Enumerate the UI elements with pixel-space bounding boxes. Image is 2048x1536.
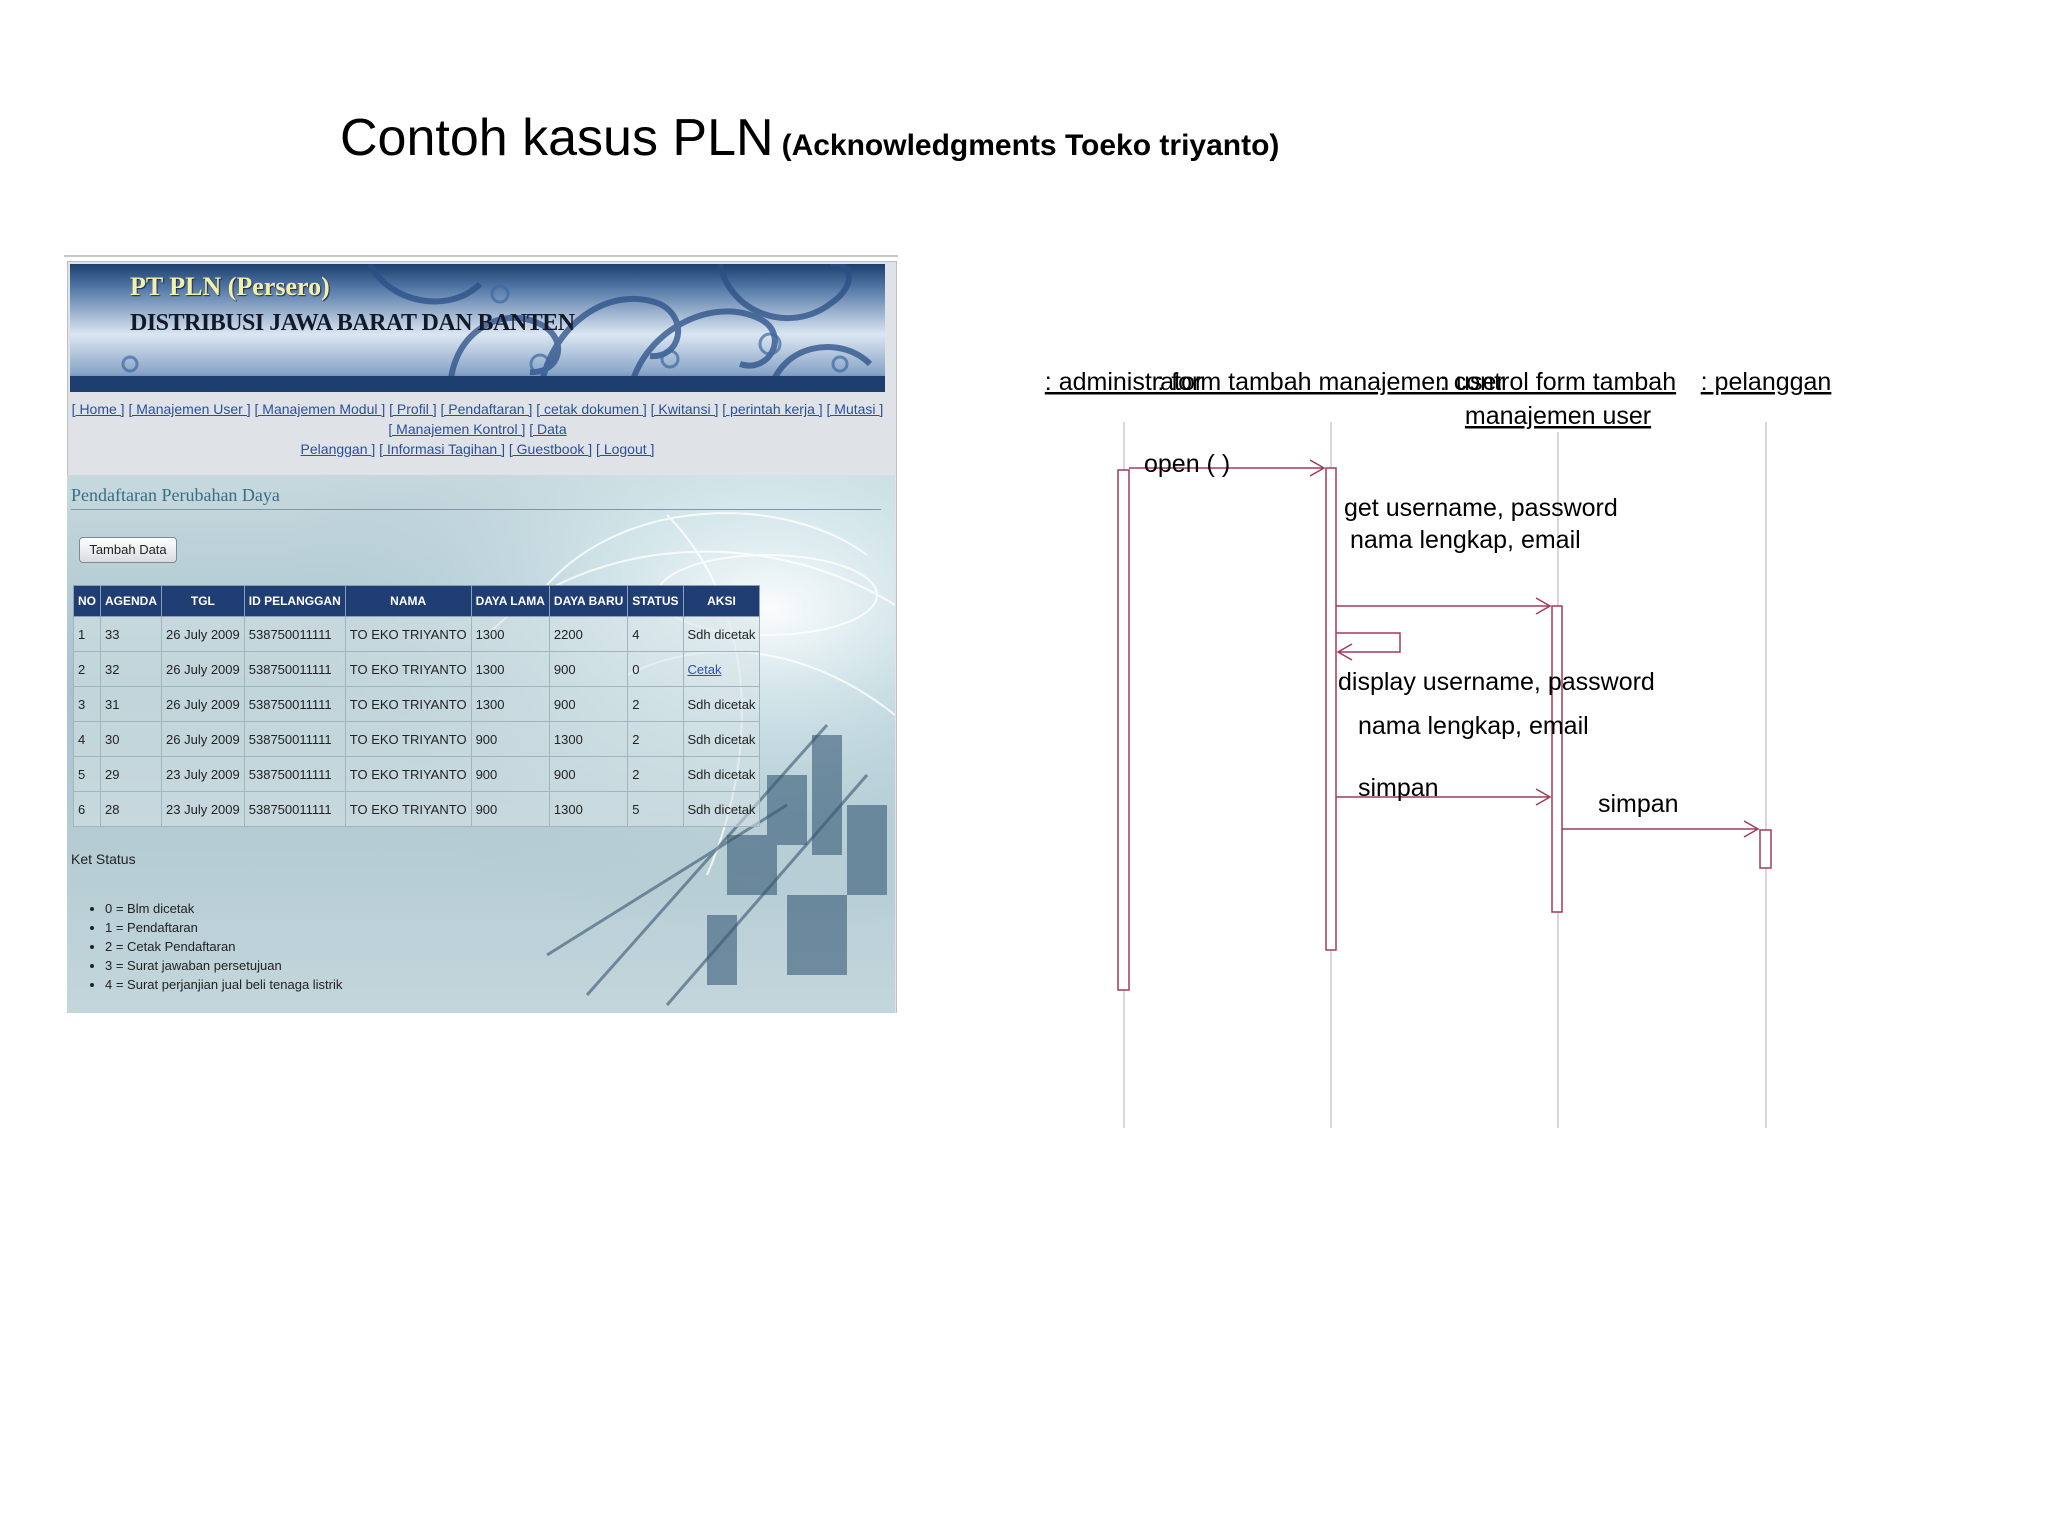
cell-nama: TO EKO TRIYANTO (345, 722, 471, 757)
company-name: PT PLN (Persero) (130, 272, 330, 301)
cell-nama: TO EKO TRIYANTO (345, 792, 471, 827)
slide-title-main: Contoh kasus PLN (340, 109, 774, 167)
cell-id-pelanggan: 538750011111 (244, 617, 345, 652)
nav-kwitansi[interactable]: [ Kwitansi ] (650, 401, 719, 417)
message-open-label: open ( ) (1144, 450, 1231, 478)
cell-agenda: 32 (101, 652, 162, 687)
nav-manajemen-modul[interactable]: [ Manajemen Modul ] (254, 401, 386, 417)
nav-logout[interactable]: [ Logout ] (596, 441, 655, 457)
message-get-label: get username, password (1344, 494, 1618, 522)
list-item: • 0 = Blm dicetak (105, 899, 342, 918)
add-data-button[interactable]: Tambah Data (79, 537, 177, 563)
division-name: DISTRIBUSI JAWA BARAT DAN BANTEN (130, 310, 575, 336)
cell-agenda: 30 (101, 722, 162, 757)
cell-no: 3 (74, 687, 101, 722)
col-header-id-pelanggan: ID PELANGGAN (244, 586, 345, 617)
cell-nama: TO EKO TRIYANTO (345, 687, 471, 722)
cell-status: 0 (628, 652, 683, 687)
cell-daya-baru: 900 (549, 757, 627, 792)
nav-pendaftaran[interactable]: [ Pendaftaran ] (440, 401, 533, 417)
cell-aksi: Sdh dicetak (683, 792, 760, 827)
nav-perintah-kerja[interactable]: [ perintah kerja ] (722, 401, 823, 417)
nav-profil[interactable]: [ Profil ] (389, 401, 437, 417)
nav-manajemen-kontrol[interactable]: [ Manajemen Kontrol ] (388, 421, 526, 437)
message-get-label-line2: nama lengkap, email (1350, 526, 1581, 554)
lifeline-label-control: : control form tambah (1439, 368, 1677, 396)
cell-daya-baru: 2200 (549, 617, 627, 652)
cell-agenda: 33 (101, 617, 162, 652)
cell-daya-lama: 1300 (471, 687, 549, 722)
list-item: • 3 = Surat jawaban persetujuan (105, 956, 342, 975)
nav-cetak-dokumen[interactable]: [ cetak dokumen ] (536, 401, 647, 417)
col-header-daya-lama: DAYA LAMA (471, 586, 549, 617)
cell-nama: TO EKO TRIYANTO (345, 757, 471, 792)
cell-tgl: 23 July 2009 (162, 757, 245, 792)
cell-no: 6 (74, 792, 101, 827)
list-item: • 4 = Surat perjanjian jual beli tenaga listrik (105, 975, 342, 994)
cell-daya-baru: 900 (549, 652, 627, 687)
nav-informasi-tagihan[interactable]: [ Informasi Tagihan ] (379, 441, 505, 457)
cell-daya-lama: 900 (471, 792, 549, 827)
nav-data-pelanggan-part2[interactable]: Pelanggan ] (300, 441, 376, 457)
lifeline-label-pelanggan: : pelanggan (1700, 368, 1832, 396)
col-header-daya-baru: DAYA BARU (549, 586, 627, 617)
cell-tgl: 26 July 2009 (162, 652, 245, 687)
list-item: • 2 = Cetak Pendaftaran (105, 937, 342, 956)
nav-mutasi[interactable]: [ Mutasi ] (826, 401, 884, 417)
cell-status: 2 (628, 757, 683, 792)
cell-tgl: 23 July 2009 (162, 792, 245, 827)
cell-daya-baru: 900 (549, 687, 627, 722)
cell-no: 5 (74, 757, 101, 792)
nav-guestbook[interactable]: [ Guestbook ] (508, 441, 593, 457)
cell-id-pelanggan: 538750011111 (244, 792, 345, 827)
cell-daya-lama: 1300 (471, 617, 549, 652)
activation-form (1326, 468, 1336, 950)
cell-id-pelanggan: 538750011111 (244, 687, 345, 722)
cell-daya-lama: 1300 (471, 652, 549, 687)
cell-id-pelanggan: 538750011111 (244, 722, 345, 757)
cell-agenda: 31 (101, 687, 162, 722)
message-simpan-form-label: simpan (1358, 774, 1439, 802)
cell-agenda: 28 (101, 792, 162, 827)
cell-status: 4 (628, 617, 683, 652)
col-header-status: STATUS (628, 586, 683, 617)
cell-aksi: Sdh dicetak (683, 722, 760, 757)
cell-status: 2 (628, 722, 683, 757)
page-heading: Pendaftaran Perubahan Daya (71, 485, 280, 505)
cell-tgl: 26 July 2009 (162, 617, 245, 652)
col-header-no: NO (74, 586, 101, 617)
cell-daya-baru: 1300 (549, 792, 627, 827)
cell-tgl: 26 July 2009 (162, 722, 245, 757)
cell-daya-lama: 900 (471, 757, 549, 792)
cell-no: 4 (74, 722, 101, 757)
lifeline-label-form: : form tambah manajemen user (1157, 368, 1505, 396)
lifeline-label-administrator: : administrator (1044, 368, 1204, 396)
cell-tgl: 26 July 2009 (162, 687, 245, 722)
cell-no: 2 (74, 652, 101, 687)
cetak-link[interactable]: Cetak (687, 661, 722, 677)
cell-no: 1 (74, 617, 101, 652)
col-header-aksi: AKSI (683, 586, 760, 617)
cell-nama: TO EKO TRIYANTO (345, 617, 471, 652)
cell-aksi: Sdh dicetak (683, 617, 760, 652)
col-header-agenda: AGENDA (101, 586, 162, 617)
cell-status: 5 (628, 792, 683, 827)
cell-id-pelanggan: 538750011111 (244, 757, 345, 792)
message-simpan-control-label: simpan (1598, 790, 1679, 818)
list-item: • 1 = Pendaftaran (105, 918, 342, 937)
cell-agenda: 29 (101, 757, 162, 792)
cell-daya-lama: 900 (471, 722, 549, 757)
activation-pelanggan (1760, 830, 1771, 868)
activation-control (1552, 606, 1562, 912)
cell-id-pelanggan: 538750011111 (244, 652, 345, 687)
nav-data-pelanggan-part1[interactable]: [ Data (529, 421, 567, 437)
slide-title-acknowledgment: (Acknowledgments Toeko triyanto) (781, 129, 1280, 162)
message-display-self-call (1336, 633, 1400, 652)
nav-manajemen-user[interactable]: [ Manajemen User ] (128, 401, 251, 417)
cell-nama: TO EKO TRIYANTO (345, 652, 471, 687)
cell-status: 2 (628, 687, 683, 722)
message-display-label-line2: nama lengkap, email (1358, 712, 1589, 740)
message-display-label: display username, password (1338, 668, 1655, 696)
nav-home[interactable]: [ Home ] (71, 401, 125, 417)
cell-aksi: Sdh dicetak (683, 757, 760, 792)
lifeline-label-control-line2: manajemen user (1464, 402, 1652, 430)
status-legend-label: Ket Status (71, 851, 136, 867)
cell-aksi: Sdh dicetak (683, 687, 760, 722)
activation-administrator (1118, 470, 1129, 990)
col-header-nama: NAMA (345, 586, 471, 617)
cell-daya-baru: 1300 (549, 722, 627, 757)
col-header-tgl: TGL (162, 586, 245, 617)
